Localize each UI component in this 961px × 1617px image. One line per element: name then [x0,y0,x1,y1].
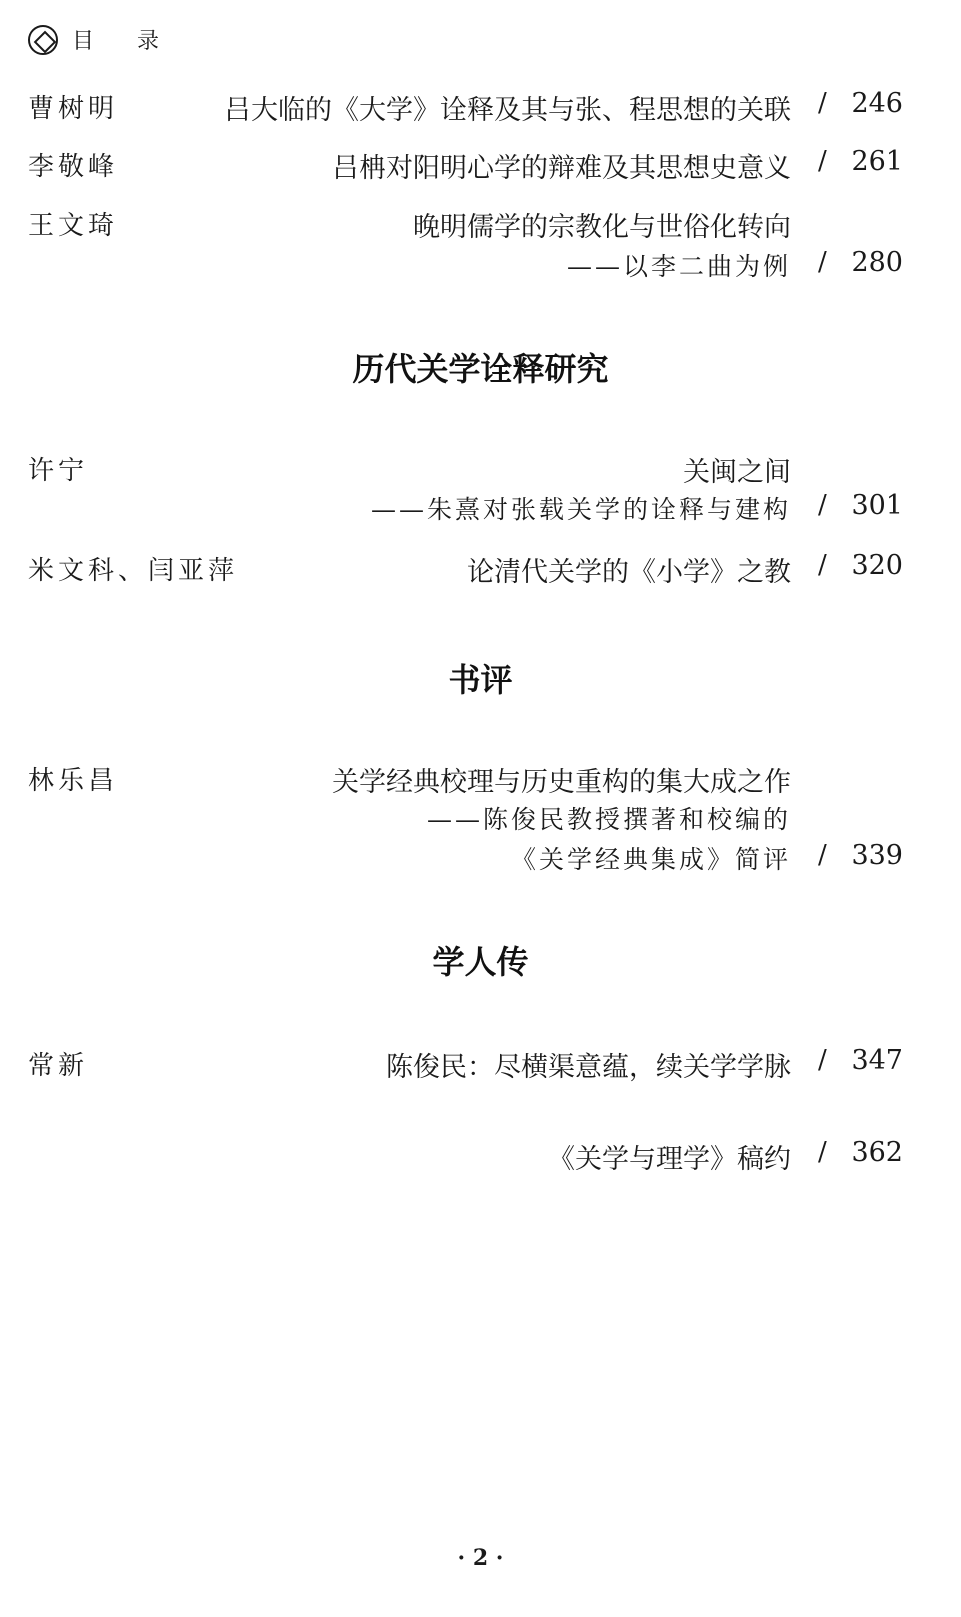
entry-subtitle: ——朱熹对张载关学的诠释与建构 [370,495,791,524]
entry-page-number: 301 [851,490,903,521]
entry-subtitle: ——以李二曲为例 [566,252,791,281]
entry-page-number: 339 [851,840,903,871]
toc-header [28,24,177,55]
entry-author: 王文琦 [28,211,119,241]
page-number-footer: · 2 · [457,1545,504,1571]
entry-title: 陈俊民：尽横渠意蕴，续关学学脉 [386,1052,791,1083]
entry-separator: / [818,490,827,520]
entry-title: 《关学与理学》稿约 [548,1144,791,1175]
entry-page-number: 261 [851,146,903,177]
entry-title: 晚明儒学的宗教化与世俗化转向 [413,212,791,243]
entry-page-number: 320 [851,550,903,581]
toc-header-label: 目 录 [72,29,177,54]
entry-page-number: 246 [851,88,903,119]
entry-subtitle: ——陈俊民教授撰著和校编的 [426,805,791,834]
entry-author: 林乐昌 [28,766,119,796]
entry-title: 关闽之间 [683,457,791,488]
entry-page-number: 280 [851,247,903,278]
section-heading: 书评 [448,661,513,699]
entry-separator: / [818,1137,827,1167]
entry-title: 吕柟对阳明心学的辩难及其思想史意义 [332,153,791,184]
entry-separator: / [818,840,827,870]
diamond-circle-icon [28,25,58,55]
entry-separator: / [818,146,827,176]
entry-separator: / [818,88,827,118]
entry-separator: / [818,550,827,580]
section-heading: 学人传 [432,943,529,981]
entry-author: 常新 [28,1051,89,1081]
entry-subtitle: 《关学经典集成》简评 [510,845,791,874]
entry-separator: / [818,247,827,277]
entry-page-number: 347 [851,1045,903,1076]
entry-title: 吕大临的《大学》诠释及其与张、程思想的关联 [224,95,791,126]
section-heading: 历代关学诠释研究 [352,350,609,388]
entry-author: 李敬峰 [28,152,119,182]
entry-author: 许宁 [28,456,89,486]
entry-separator: / [818,1045,827,1075]
entry-author: 曹树明 [28,94,119,124]
entry-title: 关学经典校理与历史重构的集大成之作 [332,767,791,798]
entry-title: 论清代关学的《小学》之教 [467,557,791,588]
entry-author: 米文科、闫亚萍 [28,556,239,586]
entry-page-number: 362 [851,1137,903,1168]
